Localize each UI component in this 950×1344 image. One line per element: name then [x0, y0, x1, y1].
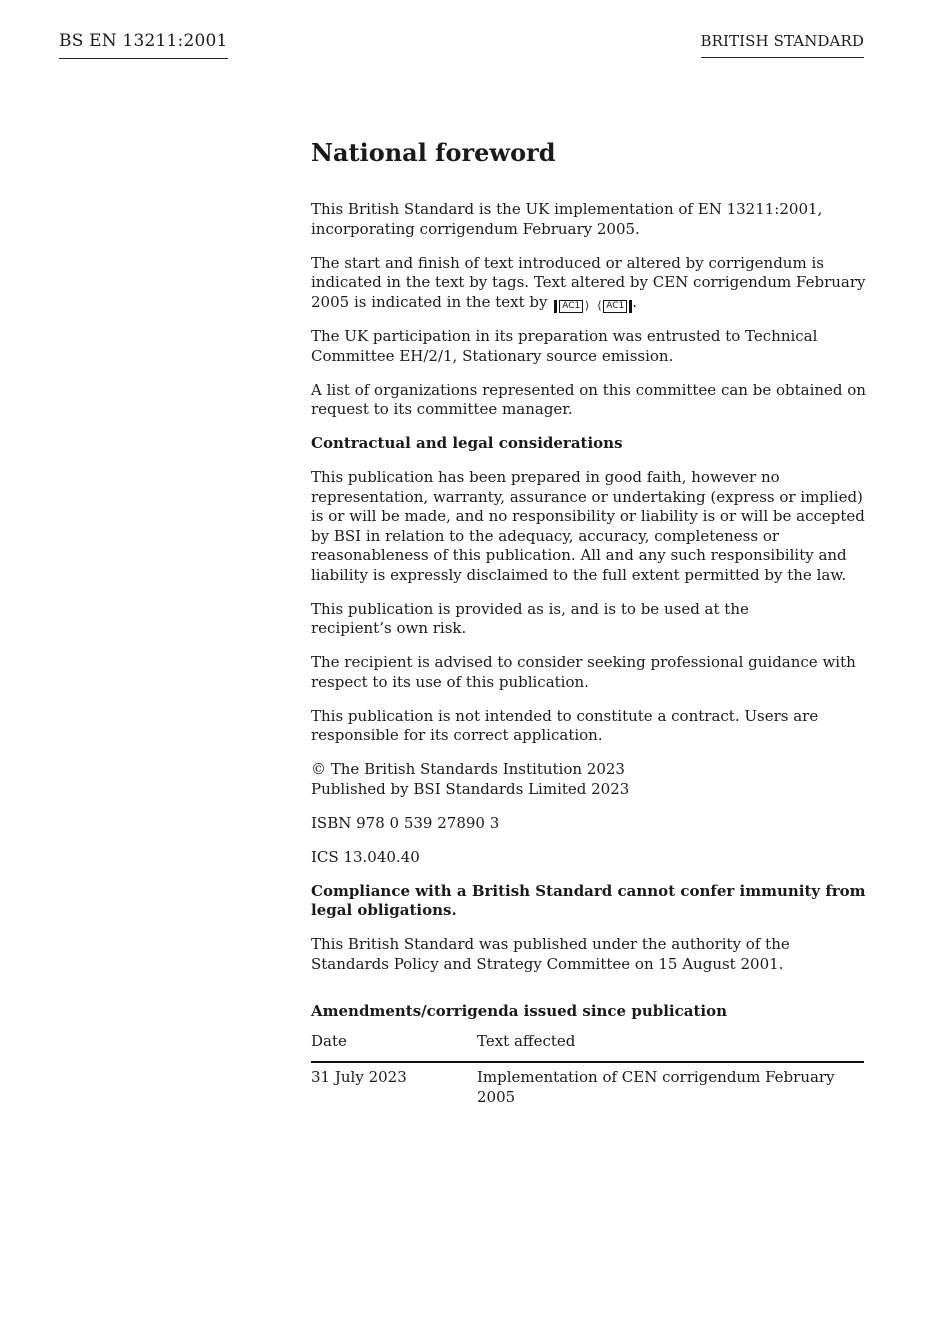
column-header-date: Date — [311, 1032, 477, 1063]
amendments-table — [311, 1032, 864, 1108]
amendments-heading: Amendments/corrigenda issued since publication — [311, 1002, 727, 1020]
paragraph-organizations: A list of organizations represented on this committee can be obtained on request to its committee manager. — [311, 380, 866, 418]
publication-info — [311, 760, 866, 799]
paragraph-implementation: This British Standard is the UK implementation of EN 13211:2001, incorporating corrigendum February 2005. — [311, 200, 823, 238]
corrigendum-open-tag-icon: AC1 ⟩ — [554, 300, 589, 313]
paragraph-end-mark: . — [632, 292, 638, 311]
foreword-content — [311, 138, 866, 1107]
amendment-text-affected: Implementation of CEN corrigendum February 2005 — [477, 1068, 835, 1106]
ics: ICS 13.040.40 — [311, 847, 420, 866]
paragraph-guidance: The recipient is advised to consider seeking professional guidance with respect to its use of this publication. — [311, 653, 856, 691]
legal-heading: Contractual and legal considerations — [311, 434, 623, 452]
paragraph-committee: The UK participation in its preparation was entrusted to Technical Committee EH/2/1, Stationary source emission. — [311, 327, 818, 365]
page-title: National foreword — [311, 138, 556, 167]
tag-label: AC1 — [603, 300, 627, 313]
paragraph-corrigendum-tags — [311, 254, 866, 313]
table-header-row — [311, 1032, 864, 1063]
own-risk-line-1: This publication is provided as is, and is to be used at the — [311, 599, 749, 618]
paragraph-not-contract: This publication is not intended to constitute a contract. Users are responsible for its correct application. — [311, 706, 819, 744]
paragraph-own-risk — [311, 600, 866, 639]
series-label: BRITISH STANDARD — [701, 30, 865, 58]
amendment-date: 31 July 2023 — [311, 1068, 407, 1086]
compliance-notice: Compliance with a British Standard cannot confer immunity from legal obligations. — [311, 881, 866, 919]
table-row — [311, 1062, 864, 1107]
document-id: BS EN 13211:2001 — [59, 30, 228, 59]
corrigendum-close-tag-icon: ⟨ AC1 — [597, 300, 632, 313]
column-header-text-affected: Text affected — [477, 1032, 864, 1063]
own-risk-line-2: recipient’s own risk. — [311, 619, 467, 637]
isbn: ISBN 978 0 539 27890 3 — [311, 813, 500, 832]
paragraph-corrigendum-text: The start and finish of text introduced or altered by corrigendum is indicated in the text by tags. Text altered by CEN corrigendum February 2005 is indicated in the text by — [311, 253, 866, 311]
publisher-line: Published by BSI Standards Limited 2023 — [311, 779, 630, 798]
tag-label: AC1 — [559, 300, 583, 313]
authority-statement: This British Standard was published under the authority of the Standards Policy and Strategy Committee on 15 August 2001. — [311, 935, 790, 973]
copyright-line: © The British Standards Institution 2023 — [311, 760, 625, 778]
paragraph-good-faith: This publication has been prepared in good faith, however no representation, warranty, assurance or undertaking (express or implied) is or will be made, and no responsibility or liability is or will be accepted by BSI in relation to the adequacy, accuracy, completeness or reasonableness of this publication. All and any such responsibility and liability is expressly disclaimed to the full extent permitted by the law. — [311, 468, 865, 584]
